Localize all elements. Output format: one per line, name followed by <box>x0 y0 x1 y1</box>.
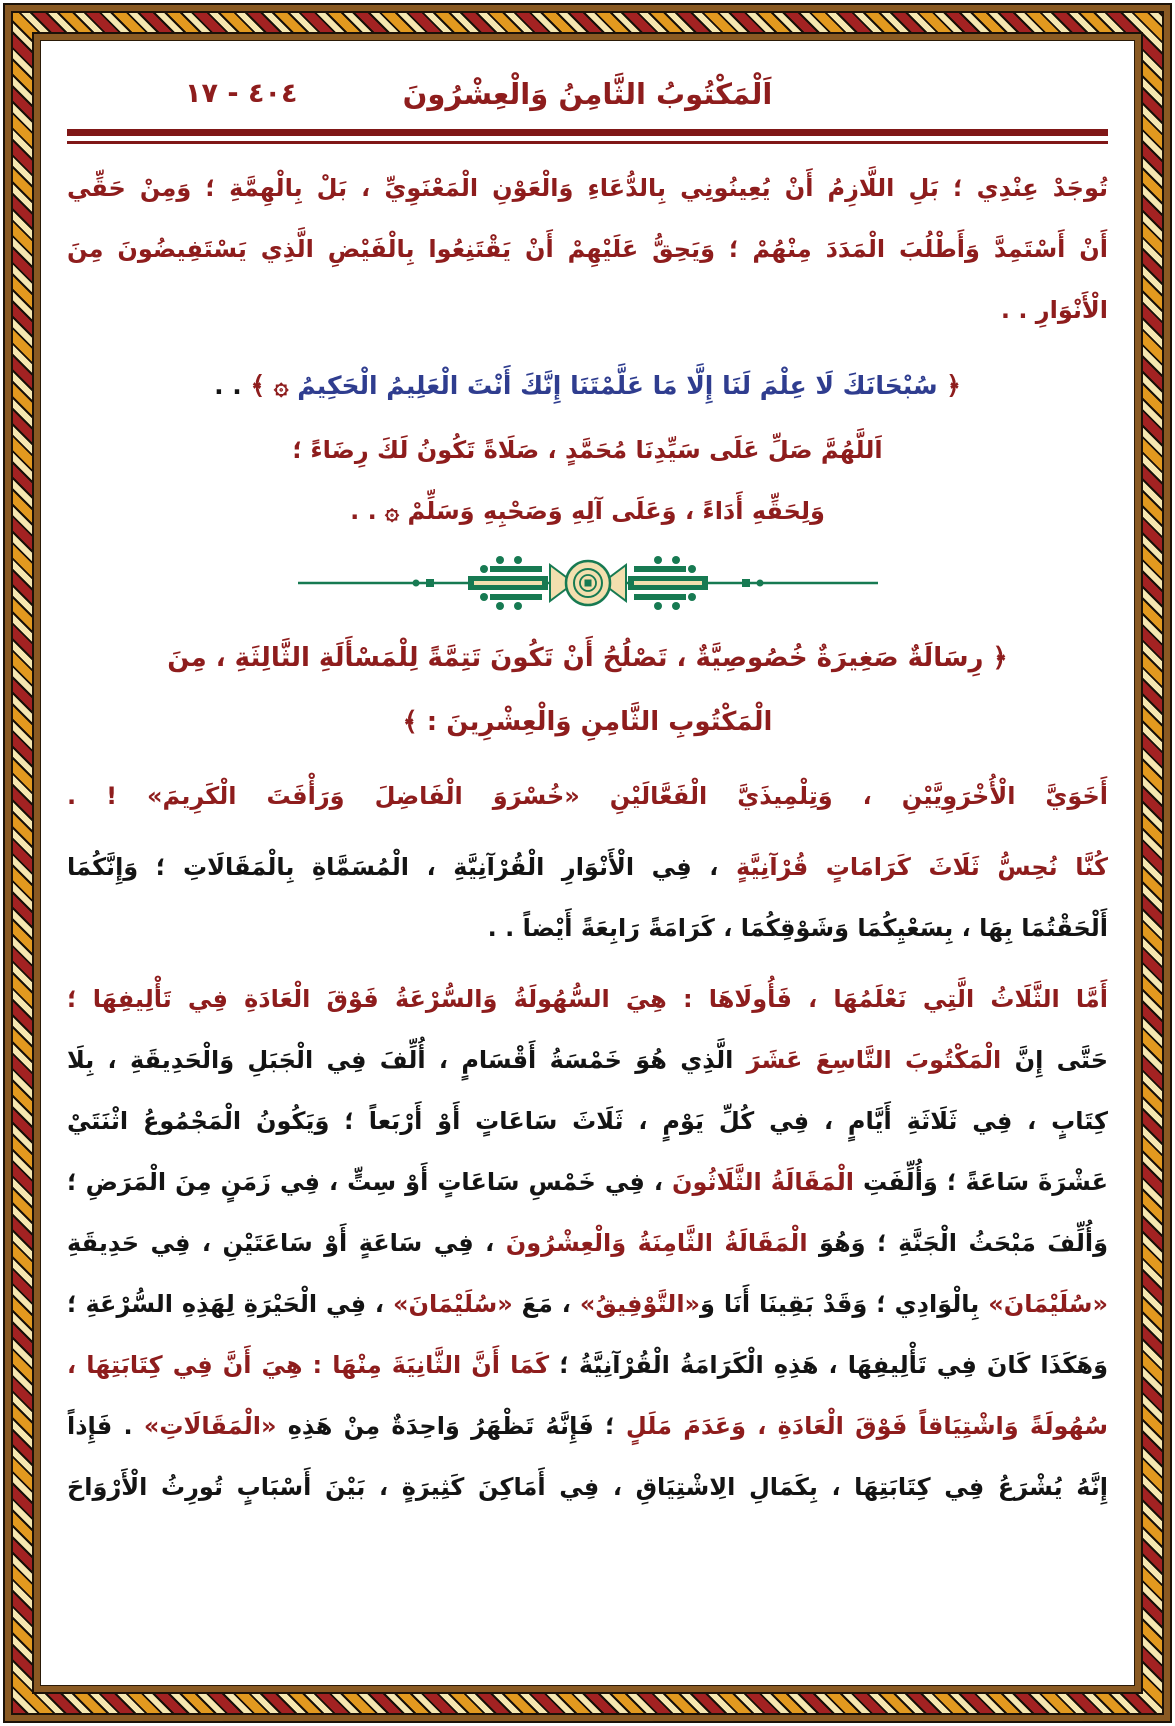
text-segment: ، فِي خَمْسِ سَاعَاتٍ أَوْ سِتٍّ ، فِي زَمَنٍ مِنَ الْمَرَضِ ؛ <box>67 1168 663 1196</box>
opening-paragraph-line-2 <box>67 219 1108 280</box>
text-segment: وَهَكَذَا كَانَ فِي تَأْلِيفِهَا ، هَذِهِ الْكَرَامَةُ الْقُرْآنِيَّةُ ؛ <box>549 1351 1108 1379</box>
text-segment: الْأَنْوَارِ . . <box>1000 296 1108 324</box>
text-segment: اَللَّهُمَّ صَلِّ عَلَى سَيِّدِنَا مُحَمَّدٍ ، صَلَاةً تَكُونُ لَكَ رِضَاءً ؛ <box>292 436 883 464</box>
three-karamat-line-3 <box>67 1091 1108 1152</box>
text-segment: بِالْوَادِي ؛ وَقَدْ بَقِينَا أَنَا وَ <box>700 1290 989 1318</box>
text-segment: ، فِي الْأَنْوَارِ الْقُرْآنِيَّةِ ، الْمُسَمَّاةِ بِالْمَقَالَاتِ ؛ وَإِنَّكُمَا <box>67 853 719 881</box>
text-segment: ﴿ رِسَالَةٌ صَغِيرَةٌ خُصُوصِيَّةٌ ، تَصْلُحُ أَنْ تَكُونَ تَتِمَّةً لِلْمَسْأَلَةِ الثَّالِثَةِ ، مِنَ <box>167 643 1008 673</box>
text-segment: حَتَّى إِنَّ <box>1001 1046 1108 1074</box>
page-header <box>67 65 1108 123</box>
border-inner-band <box>32 32 1143 1694</box>
text-segment: الْمَكْتُوبَ التَّاسِعَ عَشَرَ <box>733 1046 1002 1074</box>
salawat-line-1 <box>67 420 1108 481</box>
divider-ornament-icon <box>278 552 898 614</box>
three-karamat-line-6 <box>67 1274 1108 1335</box>
salawat-line-2 <box>67 481 1108 542</box>
three-karamat-line-8 <box>67 1396 1108 1457</box>
text-segment: ؛ فَإِنَّهُ تَظْهَرُ وَاحِدَةٌ مِنْ هَذِهِ <box>276 1412 615 1440</box>
ornamental-border <box>3 3 1172 1723</box>
text-segment: تُوجَدْ عِنْدِي ؛ بَلِ اللَّازِمُ أَنْ يُعِينُونِي بِالدُّعَاءِ وَالْعَوْنِ الْمَعْنَوِيِّ ، بَلْ بِالْهِمَّةِ ؛ وَمِنْ حَقِّي <box>67 174 1108 202</box>
text-segment: أَلْحَقْتُمَا بِهَا ، بِسَعْيِكُمَا وَشَوْقِكُمَا ، كَرَامَةً رَابِعَةً أَيْضاً . . <box>487 914 1108 942</box>
three-karamat-line-9 <box>67 1457 1108 1518</box>
three-karamat-line-1 <box>67 969 1108 1030</box>
text-segment: أَخَوَيَّ الْأُخْرَوِيَّيْنِ ، وَتِلْمِيذَيَّ الْفَعَّالَيْنِ «خُسْرَوَ الْفَاضِلَ وَرَأْفَتَ الْكَرِيمَ» ! . <box>67 782 1108 810</box>
text-segment: كُنَّا نُحِسُّ ثَلَاثَ كَرَامَاتٍ قُرْآنِيَّةٍ <box>718 853 1108 881</box>
opening-paragraph-line-3 <box>67 280 1108 341</box>
text-segment: ۞ ﴾ <box>250 371 298 400</box>
three-karamat-line-2 <box>67 1030 1108 1091</box>
text-segment: وَلِحَقِّهِ أَدَاءً ، وَعَلَى آلِهِ وَصَحْبِهِ وَسَلِّمْ ۞ . . <box>350 497 825 525</box>
text-segment: «الْمَقَالَاتِ» <box>143 1412 277 1440</box>
text-segment: ، فِي سَاعَةٍ أَوْ سَاعَتَيْنِ ، فِي حَدِيقَةِ <box>67 1229 495 1257</box>
text-segment: . . <box>214 371 251 400</box>
text-segment: كَمَا أَنَّ الثَّانِيَةَ مِنْهَا : هِيَ أَنَّ فِي كِتَابَتِهَا ، <box>67 1351 550 1379</box>
text-segment: كِتَابٍ ، فِي ثَلَاثَةِ أَيَّامٍ ، فِي كُلِّ يَوْمٍ ، ثَلَاثَ سَاعَاتٍ أَوْ أَرْبَعاً ؛ وَيَكُونُ الْمَجْمُوعُ اثْنَتَيْ <box>67 1107 1108 1135</box>
page-number: ٤٠٤ - ١٧ <box>185 78 298 109</box>
karamat-paragraph-line-1 <box>67 837 1108 898</box>
text-segment: ﴿ <box>937 371 961 400</box>
karamat-paragraph-line-2 <box>67 898 1108 959</box>
text-segment: سُبْحَانَكَ لَا عِلْمَ لَنَا إِلَّا مَا عَلَّمْتَنَا إِنَّكَ أَنْتَ الْعَلِيمُ الْحَكِيمُ <box>297 371 938 400</box>
section-divider <box>67 552 1108 616</box>
page-content-area <box>40 40 1135 1686</box>
text-segment: «سُلَيْمَانَ» <box>392 1290 513 1318</box>
header-double-rule <box>67 129 1108 144</box>
text-segment: «سُلَيْمَانَ» <box>988 1290 1108 1318</box>
quran-verse-line <box>67 355 1108 416</box>
text-segment: وَأُلِّفَ مَبْحَثُ الْجَنَّةِ ؛ وَهُوَ <box>807 1229 1108 1257</box>
section-heading-line-1 <box>67 626 1108 690</box>
text-segment: أَنْ أَسْتَمِدَّ وَأَطْلُبَ الْمَدَدَ مِنْهُمْ ؛ وَيَحِقُّ عَلَيْهِمْ أَنْ يَقْتَنِعُوا بِالْفَيْضِ الَّذِي يَسْتَفِيضُونَ مِنَ <box>67 235 1108 263</box>
text-segment: إِنَّهُ يُشْرَعُ فِي كِتَابَتِهَا ، بِكَمَالِ الِاشْتِيَاقِ ، فِي أَمَاكِنَ كَثِيرَةٍ ، بَيْنَ أَسْبَابٍ تُورِثُ الْأَرْوَاحَ <box>67 1473 1108 1501</box>
text-segment: الْمَقَالَةُ الثَّلَاثُونَ <box>662 1168 854 1196</box>
text-segment: الْمَكْتُوبِ الثَّامِنِ وَالْعِشْرِينَ : ﴾ <box>402 707 773 737</box>
border-chain-pattern <box>11 11 1164 1715</box>
three-karamat-line-5 <box>67 1213 1108 1274</box>
text-segment: الَّذِي هُوَ خَمْسَةُ أَقْسَامٍ ، أُلِّفَ فِي الْجَبَلِ وَالْحَدِيقَةِ ، بِلَا <box>67 1046 734 1074</box>
text-segment: سُهُولَةً وَاشْتِيَاقاً فَوْقَ الْعَادَةِ ، وَعَدَمَ مَلَلٍ <box>614 1412 1108 1440</box>
three-karamat-line-4 <box>67 1152 1108 1213</box>
text-segment: الْمَقَالَةُ الثَّامِنَةُ وَالْعِشْرُونَ <box>494 1229 808 1257</box>
salutation-line <box>67 766 1108 827</box>
page-title: اَلْمَكْتُوبُ الثَّامِنُ وَالْعِشْرُونَ <box>402 77 773 111</box>
text-segment: أَمَّا الثَّلَاثُ الَّتِي نَعْلَمُهَا ، فَأُولَاهَا : هِيَ السُّهُولَةُ وَالسُّرْعَةُ فَوْقَ الْعَادَةِ فِي تَأْلِيفِهَا ؛ <box>67 985 1108 1013</box>
three-karamat-line-7 <box>67 1335 1108 1396</box>
text-segment: . فَإِذاً <box>67 1412 144 1440</box>
text-segment: ، فِي الْحَيْرَةِ لِهَذِهِ السُّرْعَةِ ؛ <box>67 1290 393 1318</box>
section-heading-line-2 <box>67 690 1108 754</box>
text-segment: «التَّوْفِيقُ» <box>579 1290 701 1318</box>
text-segment: ، مَعَ <box>512 1290 580 1318</box>
page-body <box>67 158 1108 1518</box>
text-segment: عَشْرَةَ سَاعَةً ؛ وَأُلِّفَتِ <box>853 1168 1108 1196</box>
opening-paragraph-line-1 <box>67 158 1108 219</box>
